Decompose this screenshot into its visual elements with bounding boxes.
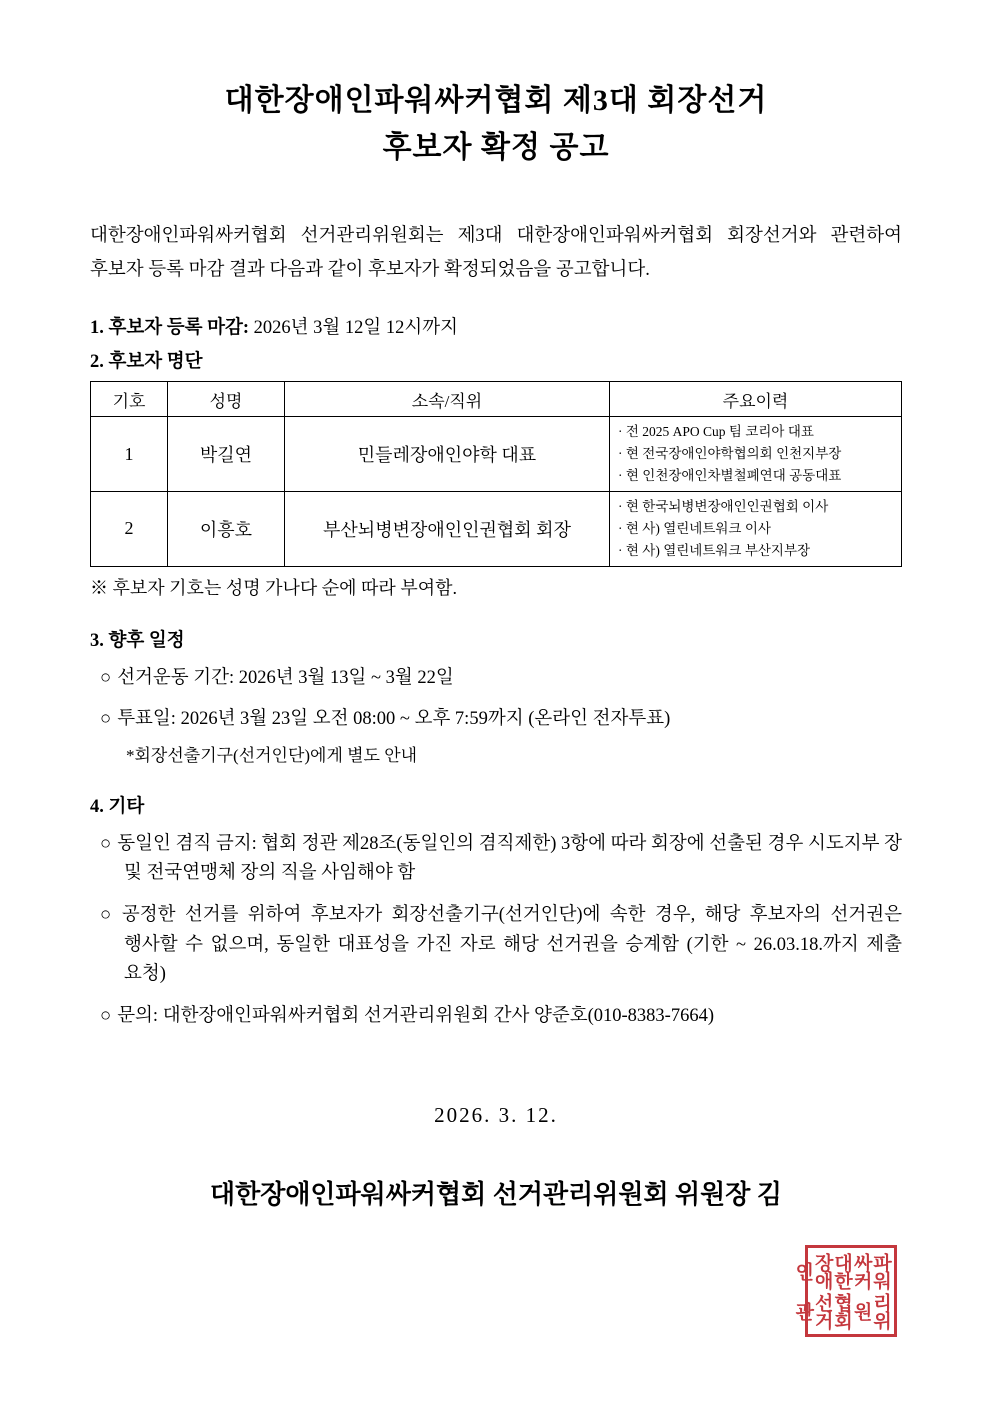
seal-column-1: 대한장애인 [792,1253,852,1289]
header-org: 소속/직위 [285,382,610,417]
career-item: · 현 전국장애인야학협의회 인천지부장 [618,446,842,462]
header-name: 성명 [168,382,285,417]
signature-line: 대한장애인파워싸커협회 선거관리위원회 위원장 김 [209,1180,783,1210]
schedule-subnote: *회장선출기구(선거인단)에게 별도 안내 [126,745,418,765]
candidate-table [90,381,902,566]
other-item-3 [90,1002,902,1032]
title-line-1: 대한장애인파워싸커협회 제3대 회장선거 [224,84,768,117]
intro-paragraph: 대한장애인파워싸커협회 선거관리위원회는 제3대 대한장애인파워싸커협회 회장선거와 관련하여 후보자 등록 마감 결과 다음과 같이 후보자가 확정되었음을 공고합니다. [90,226,902,281]
other-item-text: 문의: 대한장애인파워싸커협회 선거관리위원회 간사 양준호(010-8383-7664) [117,1005,714,1026]
table-note: ※ 후보자 기호는 성명 가나다 순에 따라 부여함. [90,577,457,598]
other-item-text: 공정한 선거를 위하여 후보자가 회장선출기구(선거인단)에 속한 경우, 해당 후보자의 선거권은 행사할 수 없으며, 동일한 대표성을 가진 자로 해당 선거권을 승계함 (기한 ~ 26.03.18.까지 제출 요청) [121,904,902,985]
cell-org: 부산뇌병변장애인인권협회 회장 [285,492,610,567]
cell-org: 민들레장애인야학 대표 [285,417,610,492]
career-item: · 전 2025 APO Cup 팀 코리아 대표 [618,424,814,440]
seal-column-3: 협회선거관 [792,1293,852,1329]
section-1-label: 1. 후보자 등록 마감: [90,318,250,339]
seal-column-2: 파워싸커 [850,1253,891,1289]
table-row [91,417,902,492]
other-item-2 [90,901,902,990]
schedule-item-text: 선거운동 기간: 2026년 3월 13일 ~ 3월 22일 [117,667,454,688]
bullet-mark-icon: ○ [100,833,112,854]
cell-name: 박길연 [168,417,285,492]
table-row [91,492,902,567]
section-1-heading [90,313,902,339]
career-item: · 현 사) 열린네트워크 이사 [618,520,771,536]
bullet-mark-icon: ○ [100,1005,112,1026]
document-title [90,0,902,171]
schedule-item-text: 투표일: 2026년 3월 23일 오전 08:00 ~ 오후 7:59까지 (온라인 전자투표) [117,709,671,730]
bullet-mark-icon: ○ [100,667,112,688]
other-item-1 [90,830,902,889]
date-line: 2026. 3. 12. [434,1103,558,1128]
official-seal-icon [792,1245,897,1337]
cell-number: 2 [91,492,168,567]
section-2-heading: 2. 후보자 명단 [90,352,203,373]
section-4-heading: 4. 기타 [90,796,145,817]
header-number: 기호 [91,382,168,417]
bullet-mark-icon: ○ [100,904,116,925]
section-1-value: 2026년 3월 12일 12시까지 [249,318,458,339]
section-3-heading: 3. 향후 일정 [90,630,185,651]
cell-career [610,417,902,492]
cell-number: 1 [91,417,168,492]
title-line-2: 후보자 확정 공고 [382,130,610,164]
cell-career [610,492,902,567]
cell-name: 이흥호 [168,492,285,567]
career-item: · 현 인천장애인차별철폐연대 공동대표 [618,468,842,484]
table-header-row [91,382,902,417]
career-item: · 현 한국뇌병변장애인인권협회 이사 [618,499,829,515]
bullet-mark-icon: ○ [100,709,112,730]
header-career: 주요이력 [610,382,902,417]
schedule-item-2 [90,705,902,735]
seal-column-4: 리위원 [850,1293,891,1329]
schedule-item-1 [90,664,902,694]
career-item: · 현 사) 열린네트워크 부산지부장 [618,542,811,558]
other-item-text: 동일인 겸직 금지: 협회 정관 제28조(동일인의 겸직제한) 3항에 따라 회장에 선출된 경우 시도지부 장 및 전국연맹체 장의 직을 사임해야 함 [117,833,902,884]
